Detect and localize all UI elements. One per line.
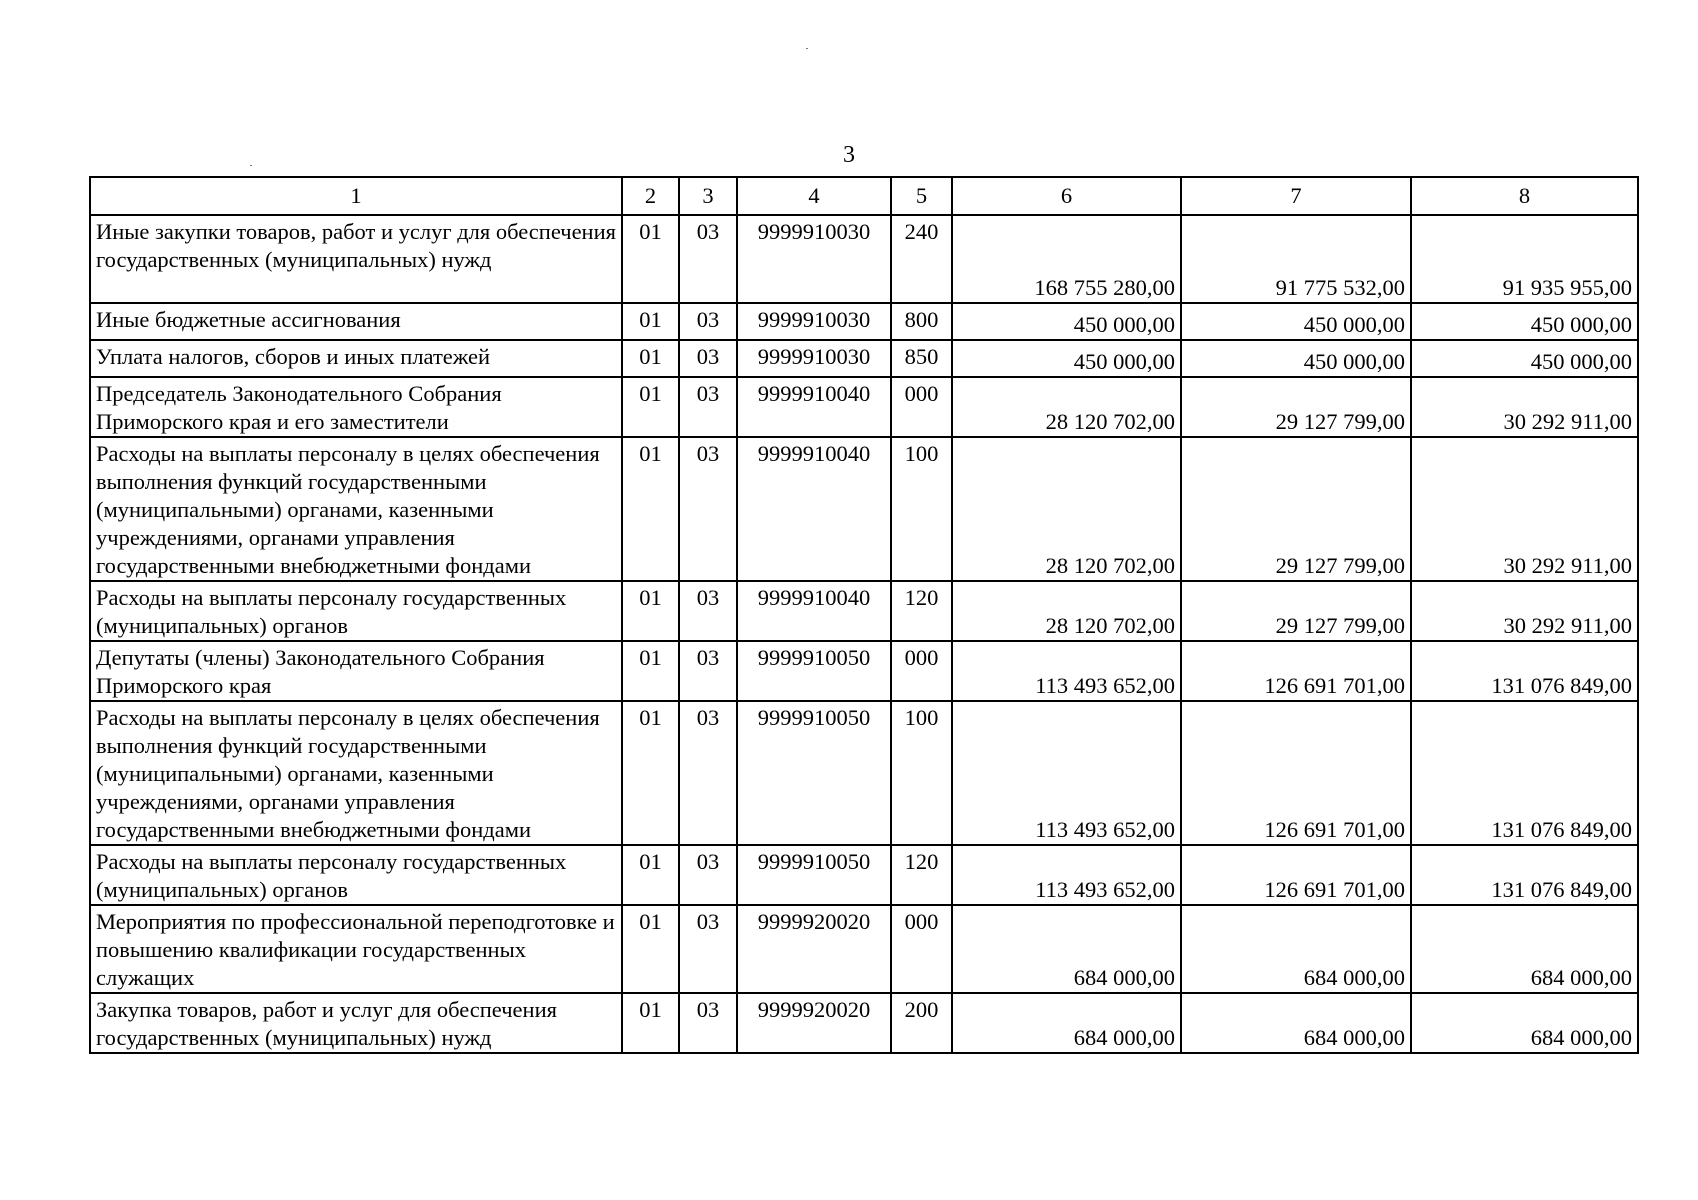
header-cell: 5 bbox=[891, 177, 952, 215]
expense-type-cell: 000 bbox=[891, 641, 952, 701]
table-row bbox=[90, 340, 1638, 377]
amount-col8-cell: 684 000,00 bbox=[1411, 993, 1638, 1053]
header-cell: 8 bbox=[1411, 177, 1638, 215]
expense-type-cell: 120 bbox=[891, 581, 952, 641]
amount-col6-cell: 113 493 652,00 bbox=[952, 701, 1181, 845]
amount-col7-cell: 91 775 532,00 bbox=[1181, 215, 1411, 303]
amount-col6-cell: 684 000,00 bbox=[952, 993, 1181, 1053]
amount-col7-cell: 29 127 799,00 bbox=[1181, 377, 1411, 437]
budget-table bbox=[89, 176, 1639, 1054]
section-code-cell: 01 bbox=[622, 303, 679, 340]
amount-col8-cell: 30 292 911,00 bbox=[1411, 437, 1638, 581]
subsection-code-cell: 03 bbox=[679, 215, 737, 303]
amount-col8-cell: 450 000,00 bbox=[1411, 340, 1638, 377]
table-row bbox=[90, 701, 1638, 845]
target-item-cell: 9999910030 bbox=[737, 340, 891, 377]
table-header-row bbox=[90, 177, 1638, 215]
table-row bbox=[90, 377, 1638, 437]
table-row bbox=[90, 215, 1638, 303]
amount-col6-cell: 28 120 702,00 bbox=[952, 377, 1181, 437]
subsection-code-cell: 03 bbox=[679, 340, 737, 377]
target-item-cell: 9999920020 bbox=[737, 993, 891, 1053]
expense-name-cell: Закупка товаров, работ и услуг для обеспечения государственных (муниципальных) нужд bbox=[90, 993, 622, 1053]
expense-type-cell: 800 bbox=[891, 303, 952, 340]
expense-name-cell: Депутаты (члены) Законодательного Собрания Приморского края bbox=[90, 641, 622, 701]
section-code-cell: 01 bbox=[622, 701, 679, 845]
target-item-cell: 9999910030 bbox=[737, 303, 891, 340]
amount-col8-cell: 131 076 849,00 bbox=[1411, 641, 1638, 701]
header-cell: 3 bbox=[679, 177, 737, 215]
expense-name-cell: Расходы на выплаты персоналу государственных (муниципальных) органов bbox=[90, 581, 622, 641]
expense-name-cell: Иные бюджетные ассигнования bbox=[90, 303, 622, 340]
amount-col8-cell: 684 000,00 bbox=[1411, 905, 1638, 993]
expense-name-cell: Иные закупки товаров, работ и услуг для обеспечения государственных (муниципальных) нужд bbox=[90, 215, 622, 303]
header-cell: 1 bbox=[90, 177, 622, 215]
table-row bbox=[90, 303, 1638, 340]
table-row bbox=[90, 845, 1638, 905]
expense-type-cell: 000 bbox=[891, 905, 952, 993]
amount-col7-cell: 29 127 799,00 bbox=[1181, 437, 1411, 581]
subsection-code-cell: 03 bbox=[679, 303, 737, 340]
section-code-cell: 01 bbox=[622, 993, 679, 1053]
amount-col7-cell: 450 000,00 bbox=[1181, 303, 1411, 340]
header-cell: 7 bbox=[1181, 177, 1411, 215]
subsection-code-cell: 03 bbox=[679, 377, 737, 437]
target-item-cell: 9999910040 bbox=[737, 377, 891, 437]
section-code-cell: 01 bbox=[622, 215, 679, 303]
subsection-code-cell: 03 bbox=[679, 641, 737, 701]
amount-col6-cell: 28 120 702,00 bbox=[952, 437, 1181, 581]
expense-name-cell: Уплата налогов, сборов и иных платежей bbox=[90, 340, 622, 377]
amount-col8-cell: 131 076 849,00 bbox=[1411, 845, 1638, 905]
table-row bbox=[90, 581, 1638, 641]
amount-col8-cell: 91 935 955,00 bbox=[1411, 215, 1638, 303]
expense-name-cell: Мероприятия по профессиональной переподготовке и повышению квалификации государственных служащих bbox=[90, 905, 622, 993]
target-item-cell: 9999920020 bbox=[737, 905, 891, 993]
amount-col8-cell: 30 292 911,00 bbox=[1411, 581, 1638, 641]
amount-col6-cell: 113 493 652,00 bbox=[952, 845, 1181, 905]
amount-col6-cell: 168 755 280,00 bbox=[952, 215, 1181, 303]
expense-type-cell: 120 bbox=[891, 845, 952, 905]
amount-col8-cell: 30 292 911,00 bbox=[1411, 377, 1638, 437]
expense-name-cell: Расходы на выплаты персоналу в целях обеспечения выполнения функций государственными (муниципальными) органами, казенными учреждениями, органами управления государственными внебюджетными фондами bbox=[90, 437, 622, 581]
amount-col7-cell: 126 691 701,00 bbox=[1181, 701, 1411, 845]
subsection-code-cell: 03 bbox=[679, 993, 737, 1053]
section-code-cell: 01 bbox=[622, 340, 679, 377]
target-item-cell: 9999910040 bbox=[737, 437, 891, 581]
expense-name-cell: Расходы на выплаты персоналу в целях обеспечения выполнения функций государственными (муниципальными) органами, казенными учреждениями, органами управления государственными внебюджетными фондами bbox=[90, 701, 622, 845]
subsection-code-cell: 03 bbox=[679, 437, 737, 581]
amount-col7-cell: 684 000,00 bbox=[1181, 993, 1411, 1053]
table-row bbox=[90, 993, 1638, 1053]
amount-col8-cell: 131 076 849,00 bbox=[1411, 701, 1638, 845]
amount-col6-cell: 450 000,00 bbox=[952, 340, 1181, 377]
section-code-cell: 01 bbox=[622, 581, 679, 641]
target-item-cell: 9999910030 bbox=[737, 215, 891, 303]
target-item-cell: 9999910050 bbox=[737, 701, 891, 845]
expense-type-cell: 000 bbox=[891, 377, 952, 437]
amount-col7-cell: 126 691 701,00 bbox=[1181, 845, 1411, 905]
section-code-cell: 01 bbox=[622, 905, 679, 993]
amount-col7-cell: 126 691 701,00 bbox=[1181, 641, 1411, 701]
expense-name-cell: Расходы на выплаты персоналу государственных (муниципальных) органов bbox=[90, 845, 622, 905]
table-row bbox=[90, 437, 1638, 581]
expense-type-cell: 850 bbox=[891, 340, 952, 377]
amount-col6-cell: 450 000,00 bbox=[952, 303, 1181, 340]
amount-col7-cell: 684 000,00 bbox=[1181, 905, 1411, 993]
target-item-cell: 9999910050 bbox=[737, 641, 891, 701]
section-code-cell: 01 bbox=[622, 377, 679, 437]
subsection-code-cell: 03 bbox=[679, 845, 737, 905]
page-number: 3 bbox=[843, 142, 855, 168]
expense-name-cell: Председатель Законодательного Собрания Приморского края и его заместители bbox=[90, 377, 622, 437]
header-cell: 4 bbox=[737, 177, 891, 215]
expense-type-cell: 200 bbox=[891, 993, 952, 1053]
target-item-cell: 9999910050 bbox=[737, 845, 891, 905]
subsection-code-cell: 03 bbox=[679, 905, 737, 993]
table-row bbox=[90, 641, 1638, 701]
amount-col8-cell: 450 000,00 bbox=[1411, 303, 1638, 340]
amount-col6-cell: 684 000,00 bbox=[952, 905, 1181, 993]
section-code-cell: 01 bbox=[622, 437, 679, 581]
header-cell: 6 bbox=[952, 177, 1181, 215]
section-code-cell: 01 bbox=[622, 641, 679, 701]
target-item-cell: 9999910040 bbox=[737, 581, 891, 641]
subsection-code-cell: 03 bbox=[679, 701, 737, 845]
subsection-code-cell: 03 bbox=[679, 581, 737, 641]
expense-type-cell: 100 bbox=[891, 437, 952, 581]
table-row bbox=[90, 905, 1638, 993]
amount-col7-cell: 450 000,00 bbox=[1181, 340, 1411, 377]
section-code-cell: 01 bbox=[622, 845, 679, 905]
amount-col6-cell: 113 493 652,00 bbox=[952, 641, 1181, 701]
scan-speck bbox=[806, 48, 808, 49]
expense-type-cell: 240 bbox=[891, 215, 952, 303]
amount-col6-cell: 28 120 702,00 bbox=[952, 581, 1181, 641]
header-cell: 2 bbox=[622, 177, 679, 215]
amount-col7-cell: 29 127 799,00 bbox=[1181, 581, 1411, 641]
expense-type-cell: 100 bbox=[891, 701, 952, 845]
